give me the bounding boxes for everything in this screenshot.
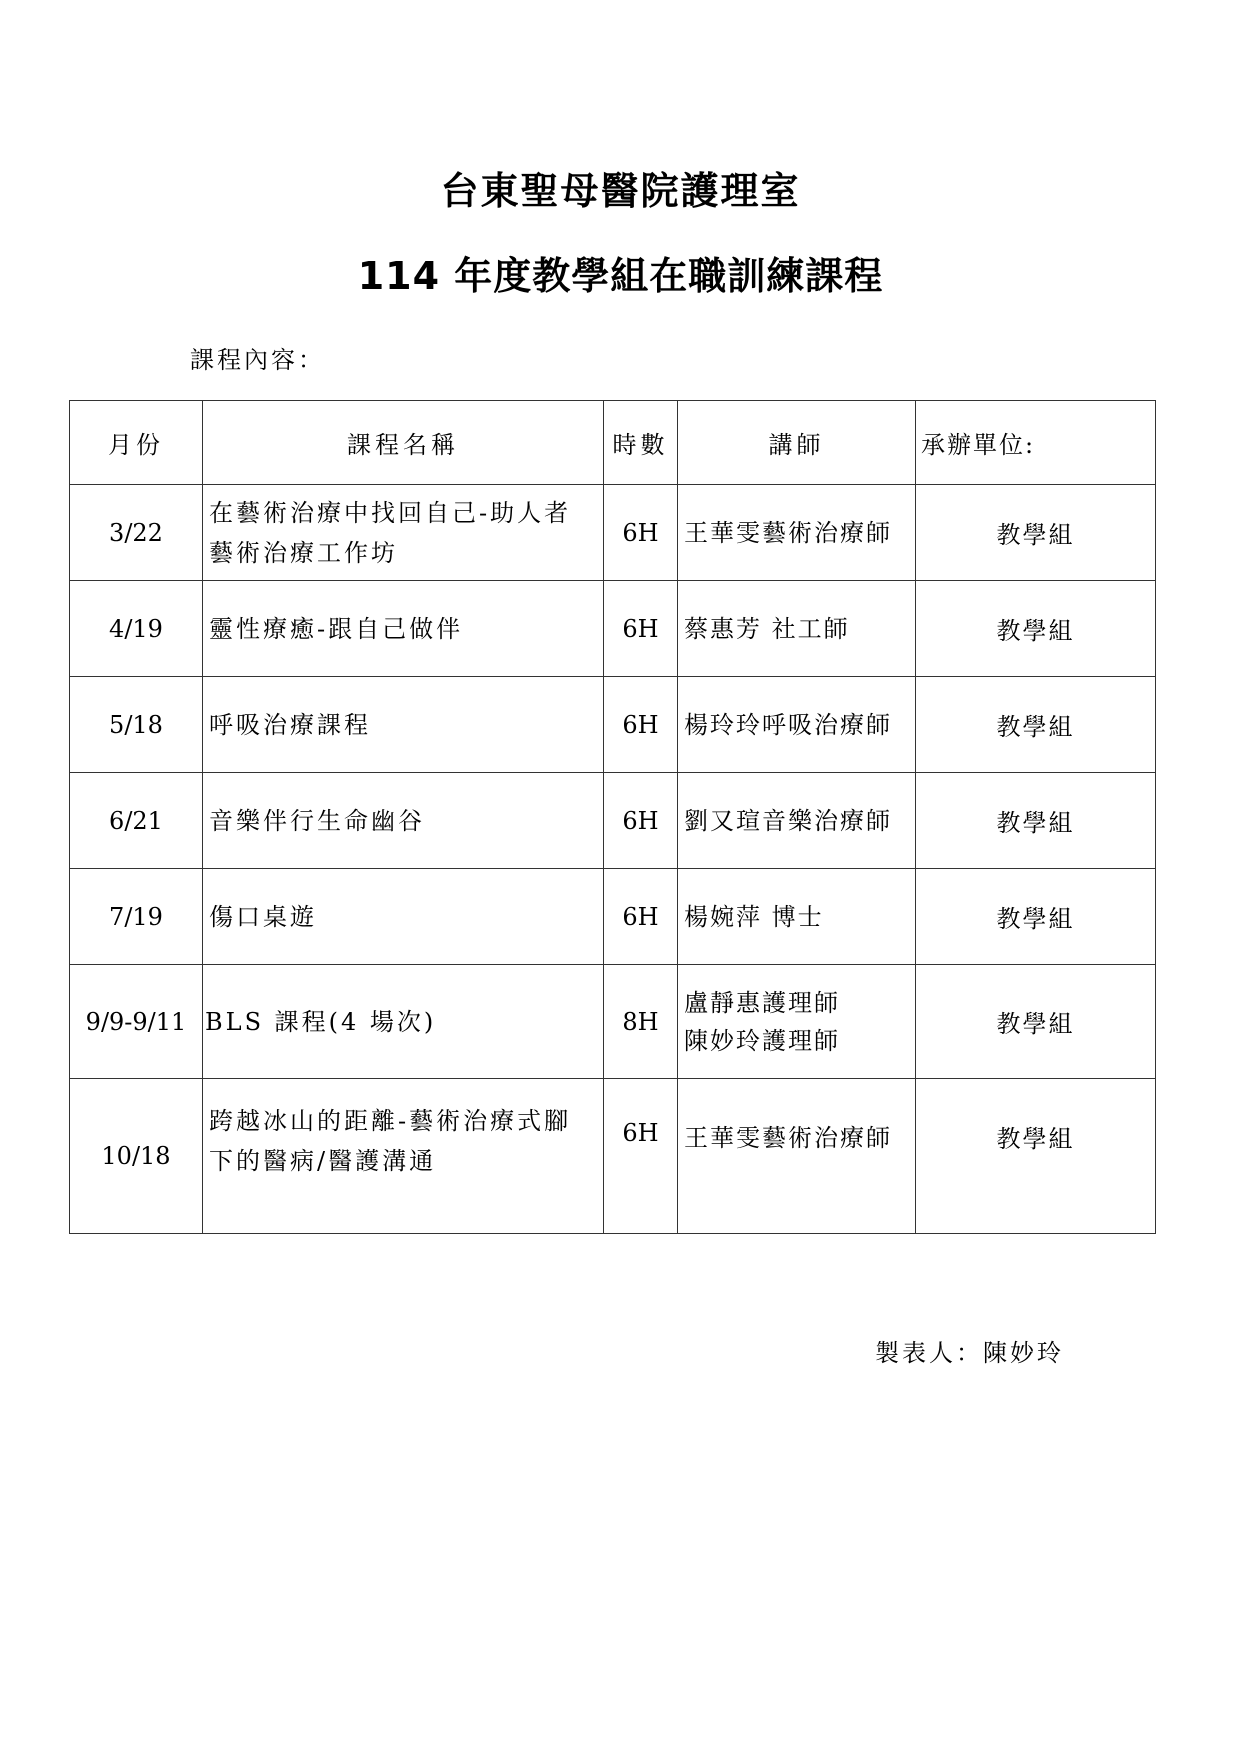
table-row: [70, 581, 1156, 677]
cell-teacher: [678, 773, 916, 869]
teacher-line: 蔡惠芳 社工師: [684, 614, 850, 643]
course-line: 呼吸治療課程: [209, 710, 371, 739]
cell-teacher: [678, 581, 916, 677]
cell-teacher: [678, 1079, 916, 1234]
header-unit: 承辦單位:: [916, 401, 1156, 485]
cell-unit: 教學組: [916, 581, 1156, 677]
teacher-line: 楊玲玲呼吸治療師: [684, 710, 892, 739]
cell-teacher: [678, 869, 916, 965]
document-subtitle-year: 114 年度教學組在職訓練課程: [357, 254, 884, 298]
course-line: 下的醫病/醫護溝通: [209, 1147, 437, 1175]
table-header-row: [70, 401, 1156, 485]
cell-unit: 教學組: [916, 1079, 1156, 1234]
teacher-line: 劉又瑄音樂治療師: [684, 806, 892, 835]
cell-course: [203, 677, 604, 773]
header-course: 課程名稱: [203, 401, 604, 485]
cell-unit: 教學組: [916, 869, 1156, 965]
course-line: 靈性療癒-跟自己做伴: [209, 614, 464, 643]
course-line: BLS 課程(4 場次): [205, 1007, 437, 1036]
cell-hours: 6H: [604, 485, 678, 581]
cell-unit: 教學組: [916, 965, 1156, 1079]
cell-month: 5/18: [70, 677, 203, 773]
table-row: [70, 965, 1156, 1079]
teacher-line: 盧靜惠護理師: [684, 988, 840, 1017]
cell-month: 7/19: [70, 869, 203, 965]
cell-month: 3/22: [70, 485, 203, 581]
table-row: [70, 1079, 1156, 1234]
cell-month: 4/19: [70, 581, 203, 677]
table-row: [70, 485, 1156, 581]
course-line: 傷口桌遊: [209, 902, 317, 931]
cell-course: [203, 869, 604, 965]
cell-teacher: [678, 965, 916, 1079]
table-row: [70, 869, 1156, 965]
cell-unit: 教學組: [916, 677, 1156, 773]
cell-hours: 6H: [604, 1079, 678, 1234]
cell-unit: 教學組: [916, 485, 1156, 581]
prepared-by: 製表人：陳妙玲: [875, 1339, 1064, 1367]
cell-unit: 教學組: [916, 773, 1156, 869]
course-line: 跨越冰山的距離-藝術治療式腳: [209, 1107, 572, 1135]
cell-hours: 8H: [604, 965, 678, 1079]
cell-hours: 6H: [604, 677, 678, 773]
course-line: 藝術治療工作坊: [209, 538, 398, 567]
table-row: [70, 773, 1156, 869]
course-line: 音樂伴行生命幽谷: [209, 806, 425, 835]
cell-course: [203, 1079, 604, 1234]
cell-course: [203, 581, 604, 677]
header-hours: 時數: [604, 401, 678, 485]
cell-teacher: [678, 677, 916, 773]
header-teacher: 講師: [678, 401, 916, 485]
teacher-line: 王華雯藝術治療師: [684, 1124, 892, 1152]
cell-month: 6/21: [70, 773, 203, 869]
teacher-line: 陳妙玲護理師: [684, 1026, 840, 1055]
document-title: 台東聖母醫院護理室: [440, 169, 801, 213]
header-month: 月份: [70, 401, 203, 485]
teacher-line: 楊婉萍 博士: [684, 902, 824, 931]
cell-month: 10/18: [70, 1079, 203, 1234]
course-table: [69, 400, 1156, 1234]
section-label: 課程內容：: [190, 346, 325, 374]
course-line: 在藝術治療中找回自己-助人者: [209, 498, 572, 527]
cell-month: 9/9-9/11: [70, 965, 203, 1079]
cell-hours: 6H: [604, 581, 678, 677]
cell-hours: 6H: [604, 869, 678, 965]
teacher-line: 王華雯藝術治療師: [684, 518, 892, 547]
cell-hours: 6H: [604, 773, 678, 869]
cell-course: [203, 773, 604, 869]
cell-course: [203, 965, 604, 1079]
cell-course: [203, 485, 604, 581]
cell-teacher: [678, 485, 916, 581]
table-row: [70, 677, 1156, 773]
